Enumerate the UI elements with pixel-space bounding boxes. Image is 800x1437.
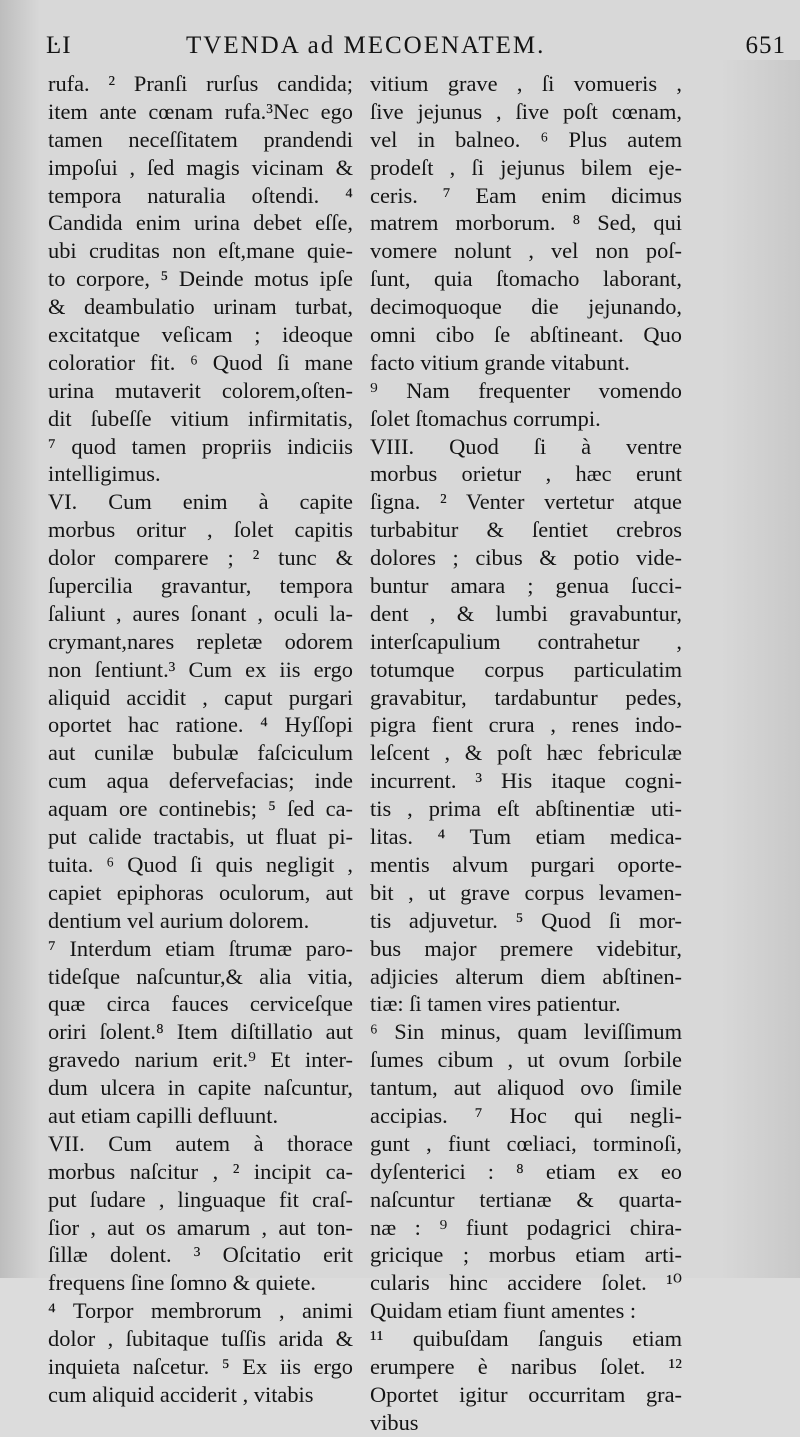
text-line: næ : ⁹ fiunt podagrici chira- xyxy=(370,1214,682,1240)
text-line: ¹¹ quibuſdam ſanguis etiam xyxy=(370,1326,682,1352)
text-line: rufa. ² Pranſi rurſus candida; xyxy=(48,71,353,96)
text-line: omni cibo ſe abſtineant. Quo xyxy=(370,322,682,348)
text-line: ⁶ Sin minus, quam leviſſimum xyxy=(370,1019,682,1045)
text-line: quæ circa fauces cerviceſque xyxy=(48,991,353,1017)
text-line: buntur amara ; genua ſucci- xyxy=(370,573,682,599)
text-line: decimoquoque die jejunando, xyxy=(370,294,682,320)
text-line: cularis hinc accidere ſolet. ¹⁰ xyxy=(370,1270,682,1296)
text-line: ubi cruditas non eſt,mane quie- xyxy=(48,238,353,264)
text-line: morbus orietur , hæc erunt xyxy=(370,461,682,487)
running-head: TVENDA ad MECOENATEM. xyxy=(186,32,546,59)
text-line: leſcent , & poſt hæc febriculæ xyxy=(370,740,682,766)
page-header xyxy=(46,32,786,66)
text-line: prodeſt , ſi jejunus bilem eje- xyxy=(370,154,682,180)
text-line: ⁷ quod tamen propriis indiciis xyxy=(48,433,353,459)
text-line: Quidam etiam fiunt amentes : xyxy=(370,1298,637,1324)
text-line: erumpere è naribus ſolet. ¹² xyxy=(370,1353,682,1379)
text-line: VIII. Quod ſi à ventre xyxy=(370,433,682,459)
text-line: gravedo narium erit.⁹ Et inter- xyxy=(48,1047,353,1073)
text-line: dum ulcera in capite naſcuntur, xyxy=(48,1075,353,1101)
text-line: intelligimus. xyxy=(48,461,161,487)
text-line: mentis alvum purgari oporte- xyxy=(370,851,682,877)
text-line: bus major premere videbitur, xyxy=(370,935,682,961)
text-line: item ante cœnam rufa.³Nec ego xyxy=(48,98,353,124)
text-line: aut etiam capilli defluunt. xyxy=(48,1102,279,1128)
text-line: inquieta naſcetur. ⁵ Ex iis ergo xyxy=(48,1353,353,1379)
text-line: & deambulatio urinam turbat, xyxy=(48,294,353,320)
text-line: coloratior fit. ⁶ Quod ſi mane xyxy=(48,349,353,375)
text-line: morbus naſcitur , ² incipit ca- xyxy=(48,1158,353,1184)
text-line: oriri ſolent.⁸ Item diſtillatio aut xyxy=(48,1019,353,1045)
text-line: frequens ſine ſomno & quiete. xyxy=(48,1270,316,1296)
text-line: oportet hac ratione. ⁴ Hyſſopi xyxy=(48,712,353,738)
text-line: tis , prima eſt abſtinentiæ uti- xyxy=(370,796,682,822)
text-line: excitatque veſicam ; ideoque xyxy=(48,322,353,348)
page-edge-shadow xyxy=(720,60,800,1278)
page-number-left: ĿI xyxy=(46,32,72,59)
text-line: ſaliunt , aures ſonant , oculi la- xyxy=(48,600,353,626)
text-line: vel in balneo. ⁶ Plus autem xyxy=(370,126,682,152)
text-line: ſolet ſtomachus corrumpi. xyxy=(370,405,601,431)
text-line: cum aqua defervefacias; inde xyxy=(48,768,353,794)
text-line: accipias. ⁷ Hoc qui negli- xyxy=(370,1102,682,1128)
text-line: vibus xyxy=(370,1409,419,1435)
text-line: put calide tractabis, ut fluat pi- xyxy=(48,824,353,850)
page-number-right: 651 xyxy=(745,32,786,59)
text-line: tempora naturalia oſtendi. ⁴ xyxy=(48,182,353,208)
text-line: impoſui , ſed magis vicinam & xyxy=(48,154,353,180)
text-line: non ſentiunt.³ Cum ex iis ergo xyxy=(48,656,353,682)
text-line: dyſenterici : ⁸ etiam ex eo xyxy=(370,1158,682,1184)
text-line: adjicies alterum diem abſtinen- xyxy=(370,963,682,989)
text-line: aliquid accidit , caput purgari xyxy=(48,684,353,710)
text-line: ſupercilia gravantur, tempora xyxy=(48,573,353,599)
text-line: ſior , aut os amarum , aut ton- xyxy=(48,1214,353,1240)
text-line: dit ſubeſſe vitium infirmitatis, xyxy=(48,405,353,431)
text-line: vomere nolunt , vel non poſ- xyxy=(370,238,682,264)
text-line: facto vitium grande vitabunt. xyxy=(370,349,630,375)
text-line: turbabitur & ſentiet crebros xyxy=(370,517,682,543)
text-line: Candida enim urina debet eſſe, xyxy=(48,210,353,236)
text-line: aquam ore continebis; ⁵ ſed ca- xyxy=(48,796,353,822)
text-line: dent , & lumbi gravabuntur, xyxy=(370,600,682,626)
text-line: matrem morborum. ⁸ Sed, qui xyxy=(370,210,682,236)
text-line: ⁴ Torpor membrorum , animi xyxy=(48,1298,353,1324)
text-line: VII. Cum autem à thorace xyxy=(48,1130,353,1156)
text-line: tamen neceſſitatem prandendi xyxy=(48,126,353,152)
text-line: litas. ⁴ Tum etiam medica- xyxy=(370,824,682,850)
right-text-column xyxy=(370,70,682,1437)
text-line: dolor comparere ; ² tunc & xyxy=(48,545,353,571)
text-line: put ſudare , linguaque fit craſ- xyxy=(48,1186,353,1212)
text-line: pigra fient crura , renes indo- xyxy=(370,712,682,738)
left-text-column xyxy=(48,70,353,1409)
text-line: gravabitur, tardabuntur pedes, xyxy=(370,684,682,710)
text-line: ſigna. ² Venter vertetur atque xyxy=(370,489,682,515)
text-line: naſcuntur tertianæ & quarta- xyxy=(370,1186,682,1212)
text-line: dolor , ſubitaque tuſſis arida & xyxy=(48,1326,353,1352)
text-line: vitium grave , ſi vomueris , xyxy=(370,71,682,96)
text-line: tuita. ⁶ Quod ſi quis negligit , xyxy=(48,851,353,877)
text-line: cum aliquid acciderit , vitabis xyxy=(48,1381,314,1407)
text-line: ceris. ⁷ Eam enim dicimus xyxy=(370,182,682,208)
text-line: aut cunilæ bubulæ faſciculum xyxy=(48,740,353,766)
text-line: ⁷ Interdum etiam ſtrumæ paro- xyxy=(48,935,353,961)
text-line: incurrent. ³ His itaque cogni- xyxy=(370,768,682,794)
text-line: gunt , fiunt cœliaci, torminoſi, xyxy=(370,1130,682,1156)
text-line: dolores ; cibus & potio vide- xyxy=(370,545,682,571)
text-line: tis adjuvetur. ⁵ Quod ſi mor- xyxy=(370,907,682,933)
text-line: urina mutaverit colorem,oſten- xyxy=(48,377,353,403)
text-line: crymant,nares repletæ odorem xyxy=(48,628,353,654)
text-line: to corpore, ⁵ Deinde motus ipſe xyxy=(48,266,353,292)
text-line: ſunt, quia ſtomacho laborant, xyxy=(370,266,682,292)
text-line: ⁹ Nam frequenter vomendo xyxy=(370,377,682,403)
text-line: interſcapulium contrahetur , xyxy=(370,628,682,654)
text-line: tiæ: ſi tamen vires patientur. xyxy=(370,991,621,1017)
text-line: dentium vel aurium dolorem. xyxy=(48,907,310,933)
text-line: tideſque naſcuntur,& alia vitia, xyxy=(48,963,353,989)
text-line: VI. Cum enim à capite xyxy=(48,489,353,515)
text-line: morbus oritur , ſolet capitis xyxy=(48,517,353,543)
text-line: Oportet igitur occurritam gra- xyxy=(370,1381,682,1407)
text-line: ſumes cibum , ut ovum ſorbile xyxy=(370,1047,682,1073)
text-line: ſive jejunus , ſive poſt cœnam, xyxy=(370,98,682,124)
text-line: bit , ut grave corpus levamen- xyxy=(370,879,682,905)
text-line: capiet epiphoras oculorum, aut xyxy=(48,879,353,905)
text-line: totumque corpus particulatim xyxy=(370,656,682,682)
text-line: tantum, aut aliquod ovo ſimile xyxy=(370,1075,682,1101)
text-line: gricique ; morbus etiam arti- xyxy=(370,1242,682,1268)
text-line: ſillæ dolent. ³ Oſcitatio erit xyxy=(48,1242,353,1268)
